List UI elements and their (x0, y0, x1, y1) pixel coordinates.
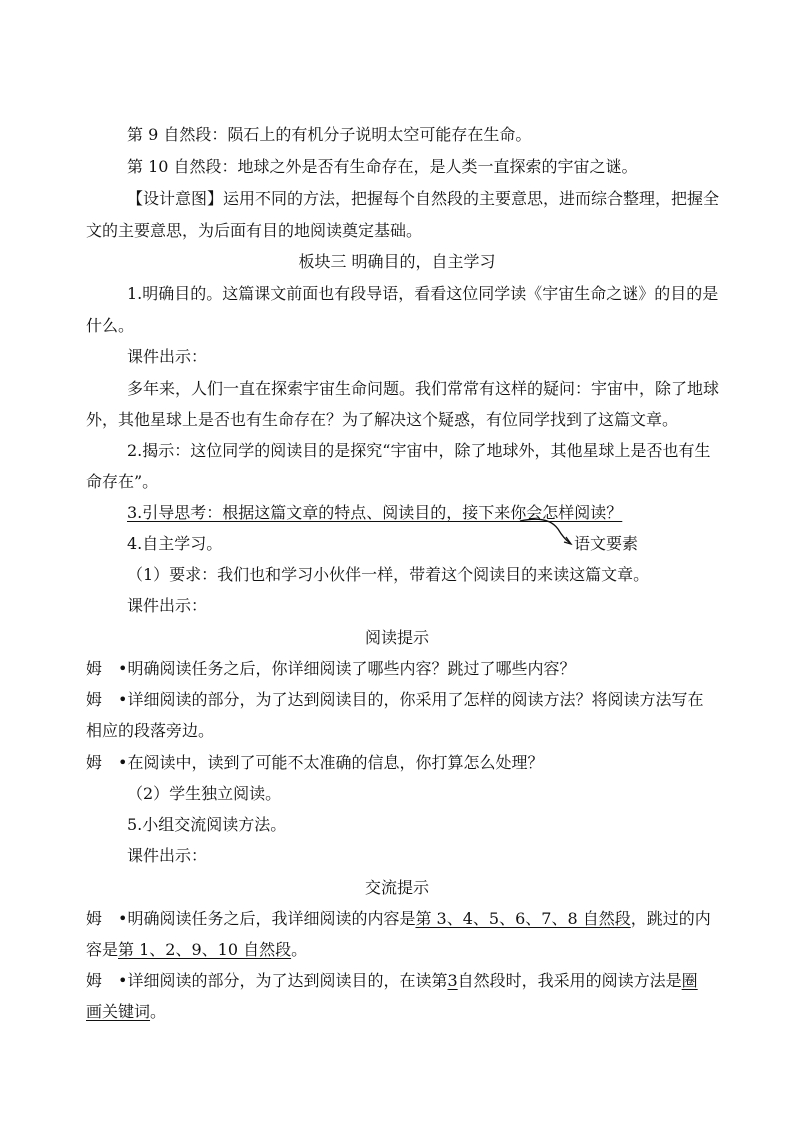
bullet-glyph: 姆 (86, 971, 103, 990)
tip-2-continuation: 相应的段落旁边。 (86, 721, 215, 740)
section-title: 板块三 明确目的，自主学习 (298, 252, 496, 271)
margin-note-chinese-element: 语文要素 (574, 534, 639, 553)
exchange-1-text-end: ，跳过的内 (630, 909, 711, 928)
exchange-1-continuation (86, 939, 307, 961)
tip-1-text: •明确阅读任务之后，你详细阅读了哪些内容？跳过了哪些内容？ (118, 659, 576, 678)
design-intent-line-2: 文的主要意思，为后面有目的地阅读奠定基础。 (86, 221, 423, 240)
step-2-line-2: 命存在”。 (86, 472, 159, 491)
quote-line-2: 外，其他星球上是否也有生命存在？为了解决这个疑惑，有位同学找到了这篇文章。 (86, 410, 679, 429)
bullet-glyph: 姆 (86, 753, 103, 772)
step-1-line-2: 什么。 (86, 316, 135, 335)
exchange-2-method: 画关键词 (86, 1002, 151, 1021)
step-3-guiding-question: 3.引导思考：根据这篇文章的特点、阅读目的，接下来你会怎样阅读？ (127, 503, 623, 522)
tip-2 (86, 689, 703, 711)
tip-2-text: •详细阅读的部分，为了达到阅读目的，你采用了怎样的阅读方法？将阅读方法写在 (118, 690, 704, 709)
bullet-glyph: 姆 (86, 690, 103, 709)
exchange-2-method-start: 圈 (681, 971, 698, 990)
exchange-1-detailed-paragraphs: 第 3、4、5、6、7、8 自然段 (415, 909, 631, 928)
step-4-independent-reading: （2）学生独立阅读。 (127, 784, 282, 803)
exchange-1-cont-text: 容是 (86, 940, 119, 959)
exchange-2 (86, 970, 698, 992)
courseware-label-1: 课件出示： (127, 347, 208, 366)
step-4-heading: 4.自主学习。 (127, 534, 223, 553)
bullet-glyph: 姆 (86, 909, 103, 928)
exchange-1-period: 。 (291, 940, 308, 959)
step-5-heading: 5.小组交流阅读方法。 (127, 815, 287, 834)
paragraph-10-summary: 第 10 自然段：地球之外是否有生命存在，是人类一直探索的宇宙之谜。 (127, 157, 638, 176)
tip-1 (86, 658, 575, 680)
reading-tips-title: 阅读提示 (364, 628, 429, 647)
exchange-1-skipped-paragraphs: 第 1、2、9、10 自然段 (118, 940, 292, 959)
exchange-2-text-mid: 自然段时，我采用的阅读方法是 (457, 971, 682, 990)
exchange-1-text: •明确阅读任务之后，我详细阅读的内容是 (118, 909, 416, 928)
design-intent-line-1: 【设计意图】运用不同的方法，把握每个自然段的主要意思，进而综合整理，把握全 (127, 189, 720, 208)
step-1-line-1: 1.明确目的。这篇课文前面也有段导语，看看这位同学读《宇宙生命之谜》的目的是 (127, 284, 719, 303)
exchange-1 (86, 908, 711, 930)
tip-3-text: •在阅读中，读到了可能不太准确的信息，你打算怎么处理？ (118, 753, 544, 772)
exchange-2-text: •详细阅读的部分，为了达到阅读目的，在读第 (118, 971, 448, 990)
step-4-requirement: （1）要求：我们也和学习小伙伴一样，带着这个阅读目的来读这篇文章。 (127, 565, 650, 584)
bullet-glyph: 姆 (86, 659, 103, 678)
exchange-2-period: 。 (150, 1002, 167, 1021)
exchange-tips-title: 交流提示 (364, 878, 429, 897)
tip-3 (86, 752, 543, 774)
paragraph-9-summary: 第 9 自然段：陨石上的有机分子说明太空可能存在生命。 (127, 125, 532, 144)
exchange-2-paragraph-number: 3 (447, 971, 458, 990)
quote-line-1: 多年来，人们一直在探索宇宙生命问题。我们常常有这样的疑问：宇宙中，除了地球 (127, 379, 720, 398)
exchange-2-continuation (86, 1001, 166, 1023)
courseware-label-2: 课件出示： (127, 596, 208, 615)
courseware-label-3: 课件出示： (127, 846, 208, 865)
step-2-line-1: 2.揭示：这位同学的阅读目的是探究“宇宙中，除了地球外，其他星球上是否也有生 (127, 441, 711, 460)
